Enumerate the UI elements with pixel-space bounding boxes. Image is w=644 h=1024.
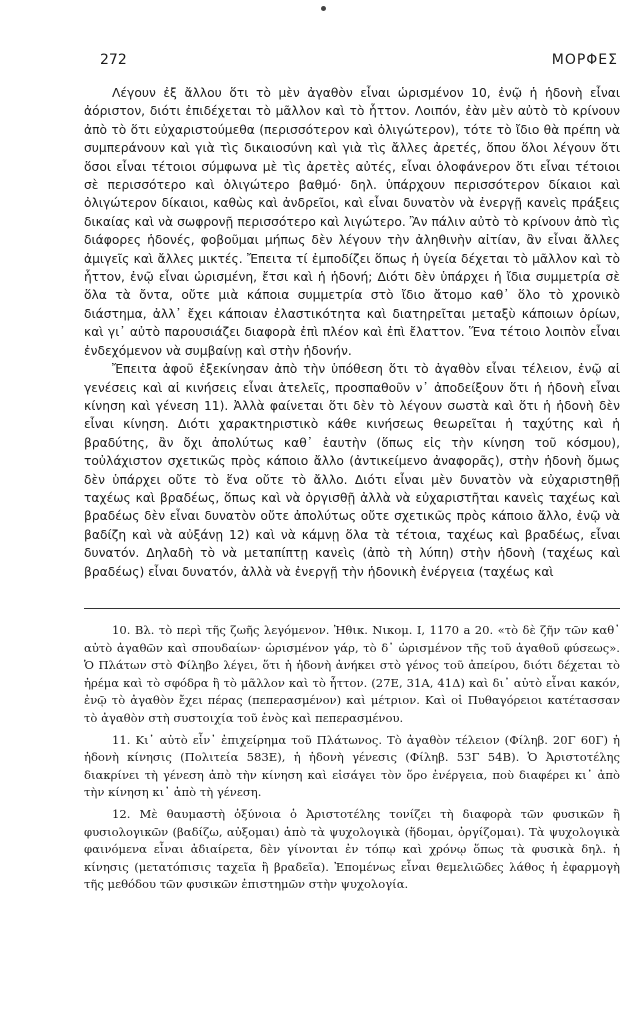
page-header <box>100 52 618 72</box>
footnote: 12. Μὲ θαυμαστὴ ὀξύνοια ὁ Ἀριστοτέλης τονίζει τὴ διαφορὰ τῶν φυσικῶν ἢ φυσιολογικῶν (βαδίζω, αὐξομαι) ἀπὸ τὰ ψυχολογικὰ (ἥδομαι, ὀργίζομαι). Τὰ ψυχολογικὰ φαινόμενα εἶναι ἀδιαίρετα, δὲν γίνονται ἐν τόπῳ καὶ χρόνῳ ὅπως τὰ φυσικὰ δηλ. ἡ κίνησις (μετατόπισις ταχεῖα ἢ βραδεῖα). Ἐπομένως εἶναι θεμελιῶδες λάθος ἡ ἐφαρμογὴ τῆς μεθόδου τῶν φυσικῶν ἐπιστημῶν στὴν ψυχολογία. <box>84 806 620 892</box>
footnote: 11. Κι᾽ αὐτὸ εἶν᾽ ἐπιχείρημα τοῦ Πλάτωνος. Τὸ ἀγαθὸν τέλειον (Φίληβ. 20Γ 60Γ) ἡ ἡδονὴ κίνησις (Πολιτεία 583Ε), ἡ ἡδονὴ γένεσις (Φίληβ. 53Γ 54Β). Ὁ Ἀριστοτέλης διακρίνει τὴ γένεση ἀπὸ τὴν κίνηση καὶ εἰσάγει τὸν ὅρο ἐνέργεια, ποὺ διαφέρει κι᾽ ἀπὸ τὴν κίνηση κι᾽ ἀπὸ τὴ γένεση. <box>84 732 620 800</box>
page-number: 272 <box>100 52 127 68</box>
footnote: 10. Βλ. τὸ περὶ τῆς ζωῆς λεγόμενον. Ἠθικ. Νικομ. I, 1170 a 20. «τὸ δὲ ζῆν τῶν καθ᾽ αὐτὸ ἀγαθῶν καὶ σπουδαίων· ὡρισμένον γάρ, τὸ δ᾽ ὡρισμένον τῆς τοῦ ἀγαθοῦ φύσεως». Ὁ Πλάτων στὸ Φίληβο λέγει, ὅτι ἡ ἡδονὴ ἀνήκει στὸ γένος τοῦ ἀπείρου, διότι δέχεται τὸ ἠρέμα καὶ τὸ σφόδρα ἢ τὸ μᾶλλον καὶ τὸ ἧττον. (27Ε, 31Α, 41Δ) καὶ δι᾽ αὐτὸ εἶναι κακόν, ἐνῷ τὸ ἀγαθὸν ἔχει πέρας (πεπερασμένον) καὶ μέτριον. Καὶ οἱ Πυθαγόρειοι κατέτασσαν τὸ ἀγαθὸν στὴ συστοιχία τοῦ ἑνὸς καὶ πεπερασμένου. <box>84 623 620 725</box>
footnote-separator <box>84 608 620 609</box>
main-text <box>84 84 620 581</box>
paragraph: Ἔπειτα ἀφοῦ ἐξεκίνησαν ἀπὸ τὴν ὑπόθεση ὅτι τὸ ἀγαθὸν εἶναι τέλειον, ἐνῷ αἱ γενέσεις καὶ αἱ κινήσεις εἶναι ἀτελεῖς, προσπαθοῦν ν᾽ ἀποδείξουν ὅτι ἡ ἡδονὴ εἶναι κίνηση καὶ γένεση 11). Ἀλλὰ φαίνεται ὅτι δὲν τὸ λέγουν σωστὰ καὶ ὅτι ἡ ἡδονὴ δὲν εἶναι κίνηση. Διότι χαρακτηριστικὸ κάθε κινήσεως θεωρεῖται ἡ ταχύτης καὶ ἡ βραδύτης, ἂν ὄχι ἀπολύτως καθ᾽ ἑαυτὴν (ὅπως εἰς τὴν κίνηση τοῦ κόσμου), τοὐλάχιστον σχετικῶς πρὸς κάποιο ἄλλο (ἀντικείμενο ἀναφορᾶς), στὴν ἡδονὴ ὅμως δὲν ὑπάρχει οὔτε τὸ ἕνα οὔτε τὸ ἄλλο. Διότι εἶναι μὲν δυνατὸν νὰ εὐχαριστηθῇ ταχέως καὶ βραδέως, ὅπως καὶ νὰ ὀργισθῇ ἀλλὰ νὰ εὐχαριστῆται κανεὶς ταχέως καὶ βραδέως δὲν εἶναι δυνατὸν οὔτε ἀπολύτως οὔτε σχετικῶς πρὸς κάποιο ἄλλο, ἐνῷ νὰ βαδίζη καὶ νὰ αὐξάνῃ 12) καὶ νὰ κάμνῃ ὅλα τὰ τέτοια, ταχέως καὶ βραδέως, εἶναι δυνατόν. Δηλαδὴ τὸ νὰ μεταπίπτῃ κανεὶς (ἀπὸ τὴ λύπη) στὴν ἡδονὴ (ταχέως καὶ βραδέως) εἶναι δυνατόν, ἀλλὰ νὰ ἐνεργῇ τὴν ἡδονικὴ ἐνέργεια (ταχέως καὶ <box>84 362 620 579</box>
ink-dot <box>321 6 326 11</box>
footnotes <box>84 622 620 898</box>
running-head: ΜΟΡΦΕΣ <box>551 52 618 68</box>
paragraph: Λέγουν ἐξ ἄλλου ὅτι τὸ μὲν ἀγαθὸν εἶναι ὡρισμένον 10, ἐνῷ ἡ ἡδονὴ εἶναι ἀόριστον, διότι ἐπιδέχεται τὸ μᾶλλον καὶ τὸ ἧττον. Λοιπόν, ἐὰν μὲν αὐτὸ τὸ κρίνουν ἀπὸ τὸ ὅτι εὐχαριστούμεθα (περισσότερον καὶ ὀλιγώτερον), τότε τὸ ἴδιο θὰ πρέπη νὰ συμπεράνουν καὶ γιὰ τὶς δικαιοσύνη καὶ γιὰ τὶς ἄλλες ἀρετές, ὅπου ὅλοι λέγουν ὅτι ὅσοι εἶναι τέτοιοι σύμφωνα μὲ τὶς ἀρετὲς αὐτές, εἶναι ὁλοφάνερον ὅτι εἶναι τέτοιοι σὲ περισσότερο καὶ ὀλιγώτερο βαθμό· δηλ. ὑπάρχουν περισσότερον δίκαιοι καὶ ὀλιγώτερον δίκαιοι, καθὼς καὶ ἀνδρεῖοι, καὶ εἶναι δυνατὸν νὰ ἐνεργῇ κανεὶς πράξεις δικαίας καὶ νὰ σωφρονῇ περισσότερο καὶ λιγώτερο. Ἂν πάλιν αὐτὸ τὸ κρίνουν ἀπὸ τὶς διάφορες ἡδονές, φοβοῦμαι μήπως δὲν λέγουν τὴν ἀληθινὴν αἰτίαν, ἂν εἶναι ἄλλες ἀμιγεῖς καὶ ἄλλες μικτές. Ἔπειτα τί ἐμποδίζει ὅπως ἡ ὑγεία δέχεται τὸ μᾶλλον καὶ τὸ ἧττον, ἐνῷ εἶναι ὡρισμένη, ἔτσι καὶ ἡ ἡδονή; Διότι δὲν ὑπάρχει ἡ ἴδια συμμετρία σὲ ὅλα τὰ ὄντα, οὔτε μιὰ κάποια συμμετρία στὸ ἴδιο ἄτομο καθ᾽ ὅλο τὸ χρονικὸ διάστημα, ἀλλ᾽ ἔχει κάποιαν ἐλαστικότητα καὶ διατηρεῖται μεταξὺ κάποιων ὁρίων, καὶ γι᾽ αὐτὸ παρουσιάζει διαφορὰ ἐπὶ πλέον καὶ ἐπὶ ἔλαττον. Ἕνα τέτοιο λοιπὸν εἶναι ἐνδεχόμενον νὰ συμβαίνῃ καὶ στὴν ἡδονήν. <box>84 86 620 358</box>
